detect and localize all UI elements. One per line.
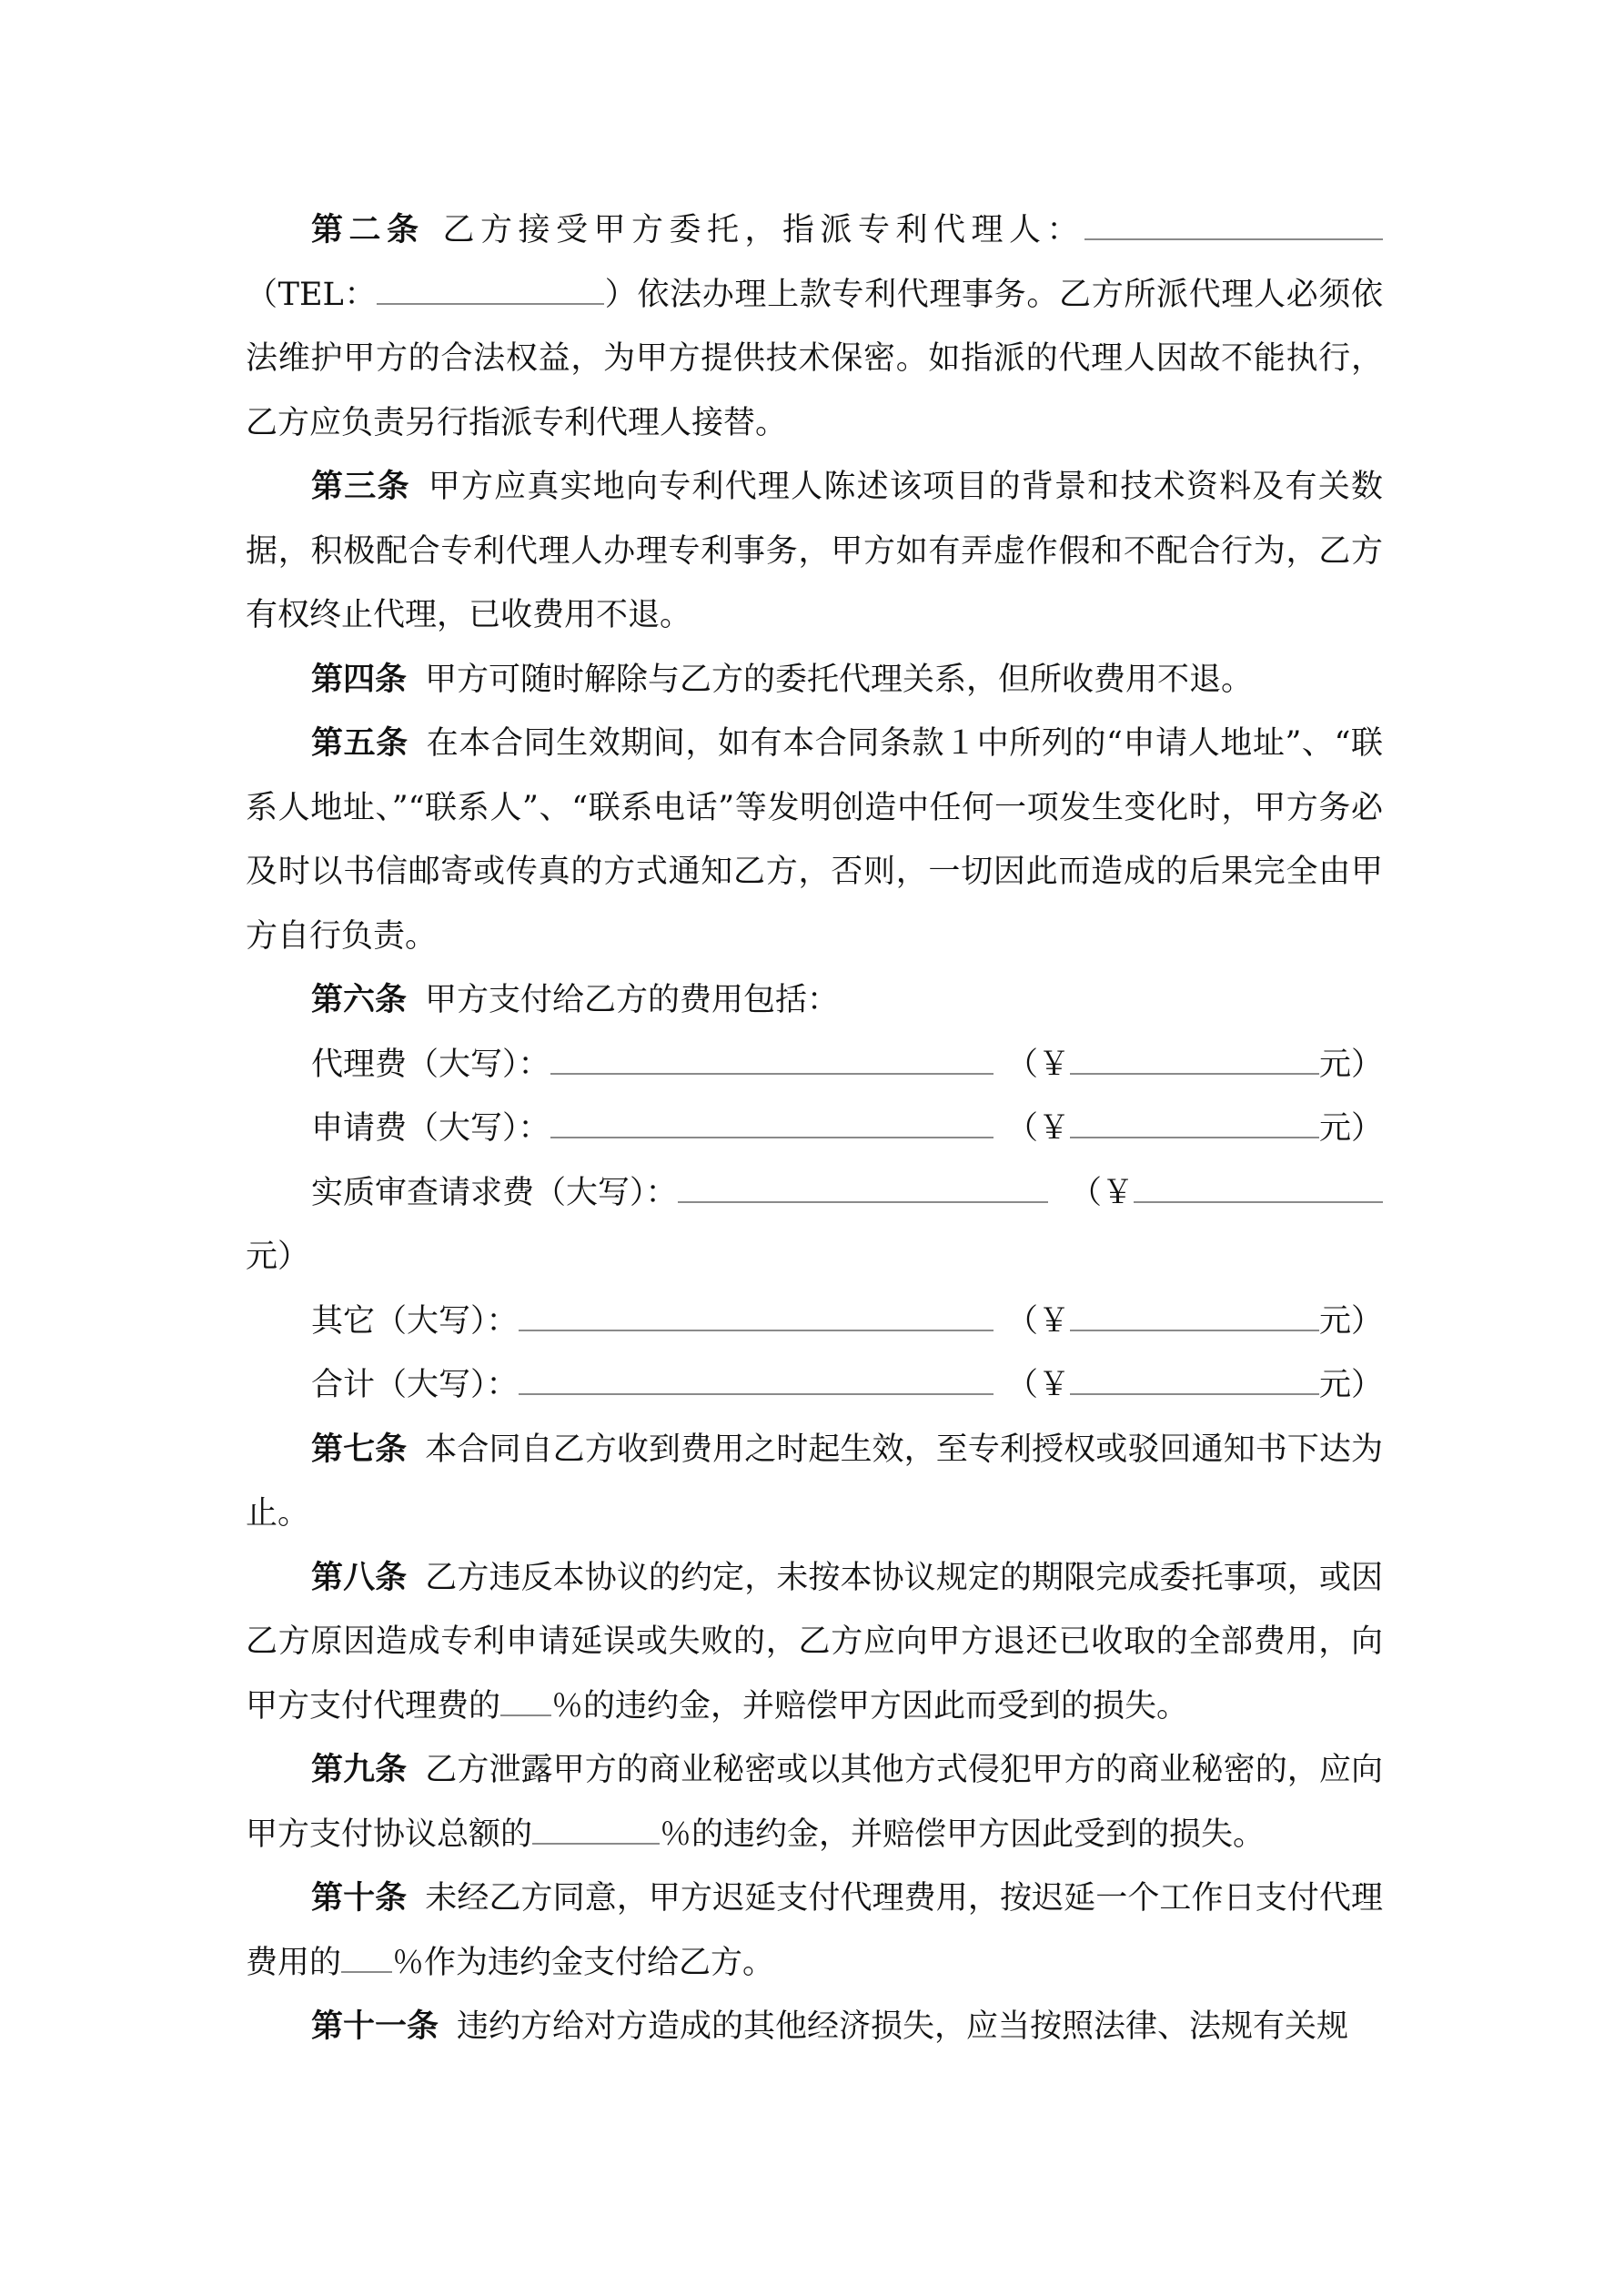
fee-amount-number-blank[interactable] <box>1134 1170 1383 1203</box>
fee-row-substantive-exam <box>246 1161 1383 1226</box>
fee-amount-words-blank[interactable] <box>550 1106 994 1138</box>
article-label: 第八条 <box>311 1559 408 1596</box>
article-text: ％的违约金，并赔偿甲方因此受到的损失。 <box>660 1816 1266 1853</box>
article-text: ％作为违约金支付给乙方。 <box>392 1944 775 1981</box>
tel-label: （TEL： <box>246 276 378 313</box>
article-text: 未经乙方同意，甲方迟延支付代理费用，按迟延一个工作日支付代理费用的 <box>246 1880 1383 1981</box>
article-10 <box>246 1866 1383 1995</box>
fee-amount-words-blank[interactable] <box>678 1170 1048 1203</box>
penalty-percent-blank[interactable] <box>500 1684 551 1716</box>
article-label: 第十一条 <box>311 2008 439 2045</box>
fee-amount-words-blank[interactable] <box>519 1299 994 1331</box>
penalty-percent-blank[interactable] <box>532 1812 660 1845</box>
article-label: 第二条 <box>311 212 425 248</box>
fee-label: 实质审查请求费（大写）： <box>311 1174 678 1211</box>
yuan-label: 元） <box>1318 1046 1383 1083</box>
article-text: 甲方应真实地向专利代理人陈述该项目的背景和技术资料及有关数据，积极配合专利代理人办理专利事务，甲方如有弄虚作假和不配合行为，乙方有权终止代理，已收费用不退。 <box>246 469 1383 633</box>
fee-label: 其它（大写）： <box>311 1302 519 1340</box>
fee-amount-number-blank[interactable] <box>1070 1106 1319 1138</box>
yen-label: （￥ <box>1005 1302 1070 1340</box>
fee-row-application <box>246 1097 1383 1161</box>
article-label: 第六条 <box>311 982 408 1018</box>
fee-amount-number-blank[interactable] <box>1070 1299 1319 1331</box>
yuan-label: 元） <box>1318 1302 1383 1340</box>
yen-label: （￥ <box>1069 1174 1134 1211</box>
article-label: 第四条 <box>311 661 408 698</box>
article-label: 第十条 <box>311 1880 408 1917</box>
article-text: 乙方接受甲方委托，指派专利代理人： <box>442 212 1084 248</box>
article-8 <box>246 1546 1383 1739</box>
yen-label: （￥ <box>1005 1046 1070 1083</box>
article-text: 乙方泄露甲方的商业秘密或以其他方式侵犯甲方的商业秘密的，应向甲方支付协议总额的 <box>246 1752 1383 1853</box>
contract-page <box>246 198 1383 2059</box>
article-label: 第三条 <box>311 469 410 505</box>
article-6 <box>246 968 1383 1033</box>
yen-label: （￥ <box>1005 1367 1070 1403</box>
fee-row-total <box>246 1353 1383 1418</box>
tel-blank[interactable] <box>377 272 604 305</box>
article-text: 在本合同生效期间，如有本合同条款１中所列的“申请人地址”、“联系人地址、”“联系人”、“联系电话”等发明创造中任何一项发生变化时，甲方务必及时以书信邮寄或传真的方式通知乙方，否则，一切因此而造成的后果完全由甲方自行负责。 <box>246 725 1383 955</box>
agent-name-blank[interactable] <box>1084 207 1383 240</box>
article-5 <box>246 712 1383 968</box>
fee-amount-words-blank[interactable] <box>519 1362 994 1395</box>
article-text: 甲方可随时解除与乙方的委托代理关系，但所收费用不退。 <box>425 661 1254 698</box>
fee-label: 代理费（大写）： <box>311 1046 550 1083</box>
fee-amount-number-blank[interactable] <box>1070 1362 1319 1395</box>
article-7 <box>246 1418 1383 1546</box>
fee-label: 申请费（大写）： <box>311 1110 550 1147</box>
article-text: ）依法办理上款专利代理事务。乙方所派代理人必须依法维护甲方的合法权益，为甲方提供技术保密。如指派的代理人因故不能执行，乙方应负责另行指派专利代理人接替。 <box>246 276 1383 441</box>
article-11 <box>246 1995 1383 2059</box>
yuan-label: 元） <box>246 1239 310 1275</box>
fee-row-substantive-exam-end <box>246 1225 1383 1290</box>
article-label: 第九条 <box>311 1752 408 1788</box>
article-4 <box>246 648 1383 713</box>
fee-row-agency <box>246 1033 1383 1097</box>
article-text: 乙方违反本协议的约定，未按本协议规定的期限完成委托事项，或因乙方原因造成专利申请延误或失败的，乙方应向甲方退还已收取的全部费用，向甲方支付代理费的 <box>246 1559 1383 1725</box>
article-text: ％的违约金，并赔偿甲方因此而受到的损失。 <box>551 1687 1189 1725</box>
article-9 <box>246 1738 1383 1866</box>
article-label: 第七条 <box>311 1431 408 1468</box>
article-label: 第五条 <box>311 725 409 762</box>
article-text: 本合同自乙方收到费用之时起生效，至专利授权或驳回通知书下达为止。 <box>246 1431 1383 1532</box>
yuan-label: 元） <box>1318 1110 1383 1147</box>
article-3 <box>246 455 1383 648</box>
article-2 <box>246 198 1383 455</box>
fee-amount-number-blank[interactable] <box>1070 1042 1319 1075</box>
article-text: 违约方给对方造成的其他经济损失，应当按照法律、法规有关规 <box>457 2008 1349 2045</box>
yen-label: （￥ <box>1005 1110 1070 1147</box>
fee-amount-words-blank[interactable] <box>550 1042 994 1075</box>
article-text: 甲方支付给乙方的费用包括： <box>425 982 840 1018</box>
fee-label: 合计（大写）： <box>311 1367 519 1403</box>
yuan-label: 元） <box>1318 1367 1383 1403</box>
penalty-percent-blank[interactable] <box>341 1940 392 1973</box>
fee-row-other <box>246 1290 1383 1354</box>
